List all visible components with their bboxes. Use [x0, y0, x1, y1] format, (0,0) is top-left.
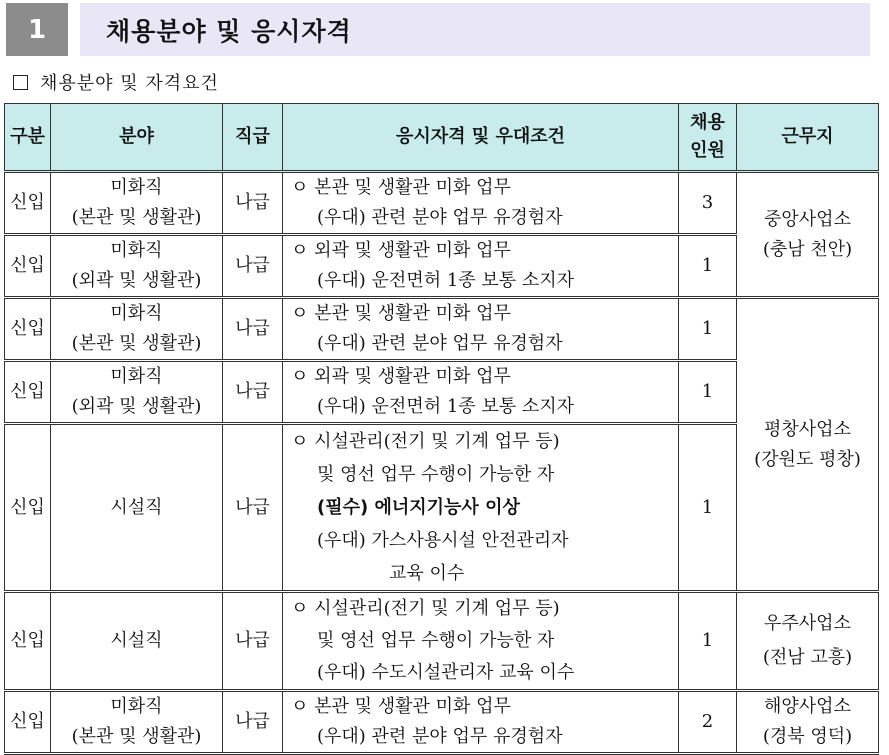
field-cell: 미화직 (본관 및 생활관): [51, 691, 223, 754]
table-row: [5, 298, 879, 361]
table-row: [5, 172, 879, 235]
square-bullet-icon: [13, 75, 28, 90]
location-cell: 평창사업소 (강원도 평창): [737, 298, 879, 592]
grade-cell: 나급: [223, 424, 283, 592]
location-cell: 해양사업소 (경북 영덕): [737, 691, 879, 754]
header-qualification: 응시자격 및 우대조건: [283, 104, 679, 172]
hires-cell: 2: [679, 691, 737, 754]
field-cell: 미화직 (본관 및 생활관): [51, 172, 223, 235]
location-cell: 우주사업소 (전남 고흥): [737, 592, 879, 691]
qualification-cell: ㅇ 본관 및 생활관 미화 업무 (우대) 관련 분야 업무 유경험자: [283, 172, 679, 235]
grade-cell: 나급: [223, 298, 283, 361]
table-header-row: [5, 104, 879, 172]
qualification-cell: ㅇ 시설관리(전기 및 기계 업무 등) 및 영선 업무 수행이 가능한 자 (우대) 수도시설관리자 교육 이수: [283, 592, 679, 691]
section-header: [6, 3, 870, 56]
header-field: 분야: [51, 104, 223, 172]
hires-cell: 1: [679, 298, 737, 361]
hires-cell: 1: [679, 592, 737, 691]
grade-cell: 나급: [223, 592, 283, 691]
recruitment-table: [4, 103, 879, 755]
header-hires: 채용 인원: [679, 104, 737, 172]
grade-cell: 나급: [223, 361, 283, 424]
location-cell: 중앙사업소 (충남 천안): [737, 172, 879, 298]
grade-cell: 나급: [223, 235, 283, 298]
subsection-heading: [13, 69, 219, 95]
header-location: 근무지: [737, 104, 879, 172]
qualification-cell: ㅇ 외곽 및 생활관 미화 업무 (우대) 운전면허 1종 보통 소지자: [283, 361, 679, 424]
hires-cell: 1: [679, 235, 737, 298]
qualification-cell: ㅇ 본관 및 생활관 미화 업무 (우대) 관련 분야 업무 유경험자: [283, 691, 679, 754]
hires-cell: 1: [679, 424, 737, 592]
grade-cell: 나급: [223, 691, 283, 754]
division-cell: 신입: [5, 235, 51, 298]
field-cell: 미화직 (외곽 및 생활관): [51, 235, 223, 298]
field-cell: 시설직: [51, 424, 223, 592]
hires-cell: 3: [679, 172, 737, 235]
table-row: [5, 691, 879, 754]
division-cell: 신입: [5, 592, 51, 691]
field-cell: 미화직 (본관 및 생활관): [51, 298, 223, 361]
qualification-cell: ㅇ 본관 및 생활관 미화 업무 (우대) 관련 분야 업무 유경험자: [283, 298, 679, 361]
qualification-cell: ㅇ 시설관리(전기 및 기계 업무 등) 및 영선 업무 수행이 가능한 자 (필수) 에너지기능사 이상 (우대) 가스사용시설 안전관리자 교육 이수: [283, 424, 679, 592]
header-division: 구분: [5, 104, 51, 172]
division-cell: 신입: [5, 172, 51, 235]
table-row: [5, 592, 879, 691]
section-title: 채용분야 및 응시자격: [80, 3, 870, 56]
section-number: 1: [6, 3, 68, 56]
qualification-cell: ㅇ 외곽 및 생활관 미화 업무 (우대) 운전면허 1종 보통 소지자: [283, 235, 679, 298]
header-grade: 직급: [223, 104, 283, 172]
division-cell: 신입: [5, 361, 51, 424]
field-cell: 시설직: [51, 592, 223, 691]
grade-cell: 나급: [223, 172, 283, 235]
division-cell: 신입: [5, 691, 51, 754]
division-cell: 신입: [5, 298, 51, 361]
hires-cell: 1: [679, 361, 737, 424]
subsection-title: 채용분야 및 자격요건: [40, 73, 219, 94]
field-cell: 미화직 (외곽 및 생활관): [51, 361, 223, 424]
division-cell: 신입: [5, 424, 51, 592]
